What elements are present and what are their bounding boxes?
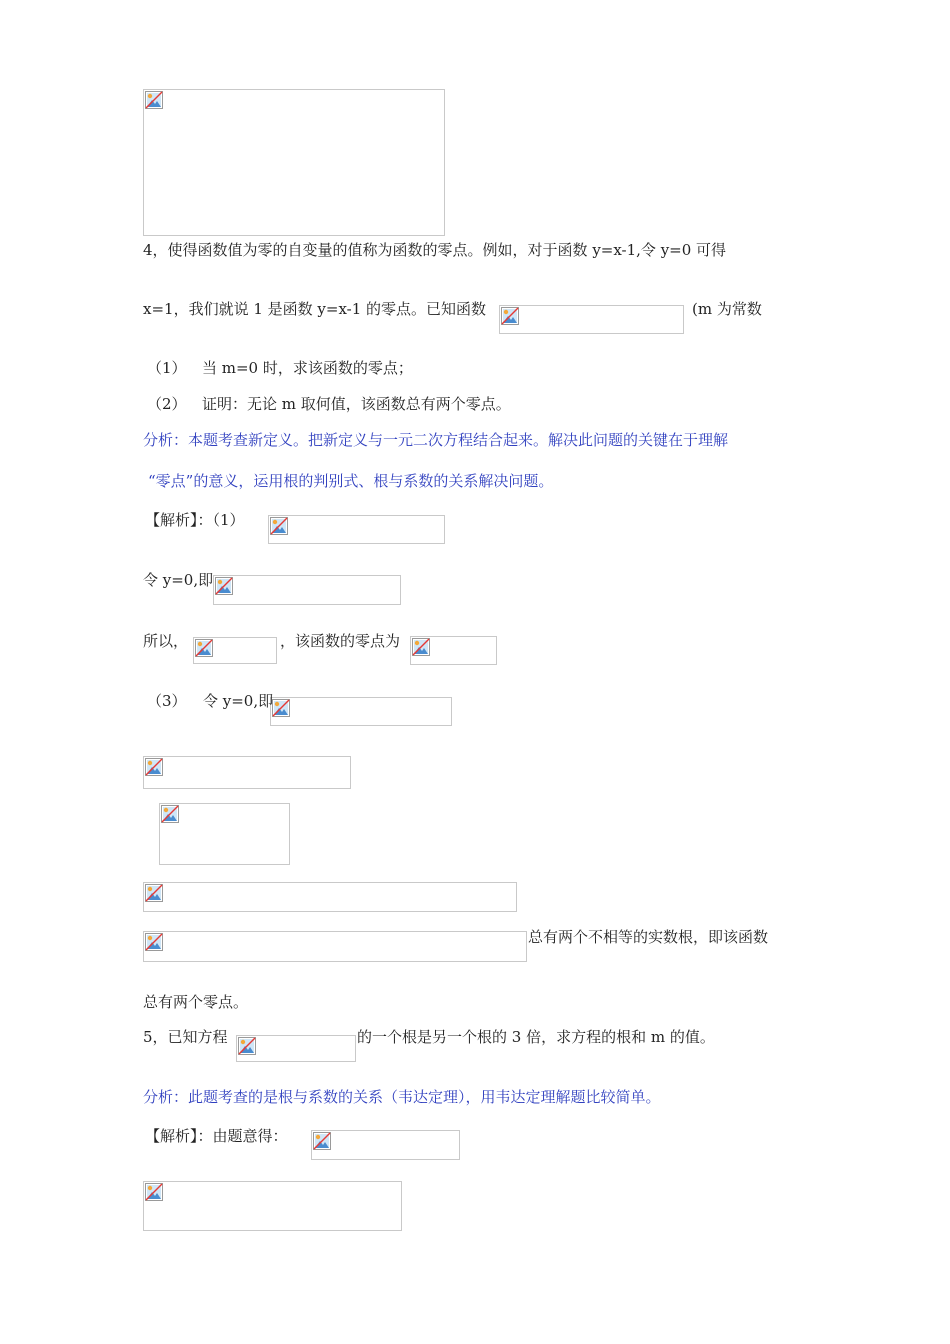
q5-line-end: 的一个根是另一个根的 3 倍，求方程的根和 m 的值。	[357, 1028, 715, 1046]
part2-number: （2）	[147, 395, 187, 413]
broken-image-icon	[412, 638, 430, 656]
q5-line-start: 5，已知方程	[143, 1028, 228, 1046]
broken-image-icon	[145, 91, 163, 109]
solution-zero-text: ，该函数的零点为	[280, 632, 401, 650]
broken-image-icon	[272, 699, 290, 717]
equation-image	[236, 1035, 356, 1062]
function-formula-image	[499, 305, 684, 334]
q5-solution-label: 【解析】：由题意得：	[145, 1127, 288, 1145]
part1-text: 当 m=0 时，求该函数的零点；	[202, 359, 413, 377]
equation-image	[270, 697, 452, 726]
broken-image-icon	[145, 758, 163, 776]
broken-image-icon	[238, 1037, 256, 1055]
q4-line2-start: x=1，我们就说 1 是函数 y=x-1 的零点。已知函数	[143, 300, 487, 318]
q4-line1: 4，使得函数值为零的自变量的值称为函数的零点。例如，对于函数 y=x-1,令 y=0 可得	[143, 241, 727, 259]
broken-image-icon	[145, 884, 163, 902]
broken-image-icon	[501, 307, 519, 325]
formula-image	[143, 1181, 402, 1231]
formula-image	[268, 515, 445, 544]
equation-image	[213, 575, 401, 605]
solution-let-text: 令 y=0,即	[143, 571, 214, 589]
conclusion-line2: 总有两个零点。	[143, 993, 249, 1011]
q5-analysis: 分析：此题考查的是根与系数的关系（韦达定理），用韦达定理解题比较简单。	[143, 1088, 661, 1106]
solution-label: 【解析】：（1）	[145, 511, 245, 529]
conclusion-line1: 总有两个不相等的实数根，即该函数	[528, 928, 769, 946]
broken-image-icon	[270, 517, 288, 535]
part1-number: （1）	[147, 359, 187, 377]
formula-image	[159, 803, 290, 865]
formula-image	[143, 882, 517, 912]
zero-points-image	[410, 636, 497, 665]
part3-number: （3）	[147, 692, 187, 710]
solution-so-text: 所以，	[143, 632, 189, 650]
formula-image	[311, 1130, 460, 1160]
formula-image	[143, 756, 351, 789]
roots-image	[193, 637, 277, 664]
q4-line2-end: (m 为常数	[692, 300, 762, 318]
figure-image	[143, 89, 445, 236]
broken-image-icon	[145, 1183, 163, 1201]
broken-image-icon	[161, 805, 179, 823]
part3-let-text: 令 y=0,即	[203, 692, 274, 710]
analysis-line2: “零点”的意义，运用根的判别式、根与系数的关系解决问题。	[148, 472, 554, 490]
part2-text: 证明：无论 m 取何值，该函数总有两个零点。	[202, 395, 511, 413]
broken-image-icon	[195, 639, 213, 657]
broken-image-icon	[313, 1132, 331, 1150]
analysis-line1: 分析：本题考查新定义。把新定义与一元二次方程结合起来。解决此问题的关键在于理解	[143, 431, 729, 449]
formula-image	[143, 931, 527, 962]
broken-image-icon	[145, 933, 163, 951]
broken-image-icon	[215, 577, 233, 595]
